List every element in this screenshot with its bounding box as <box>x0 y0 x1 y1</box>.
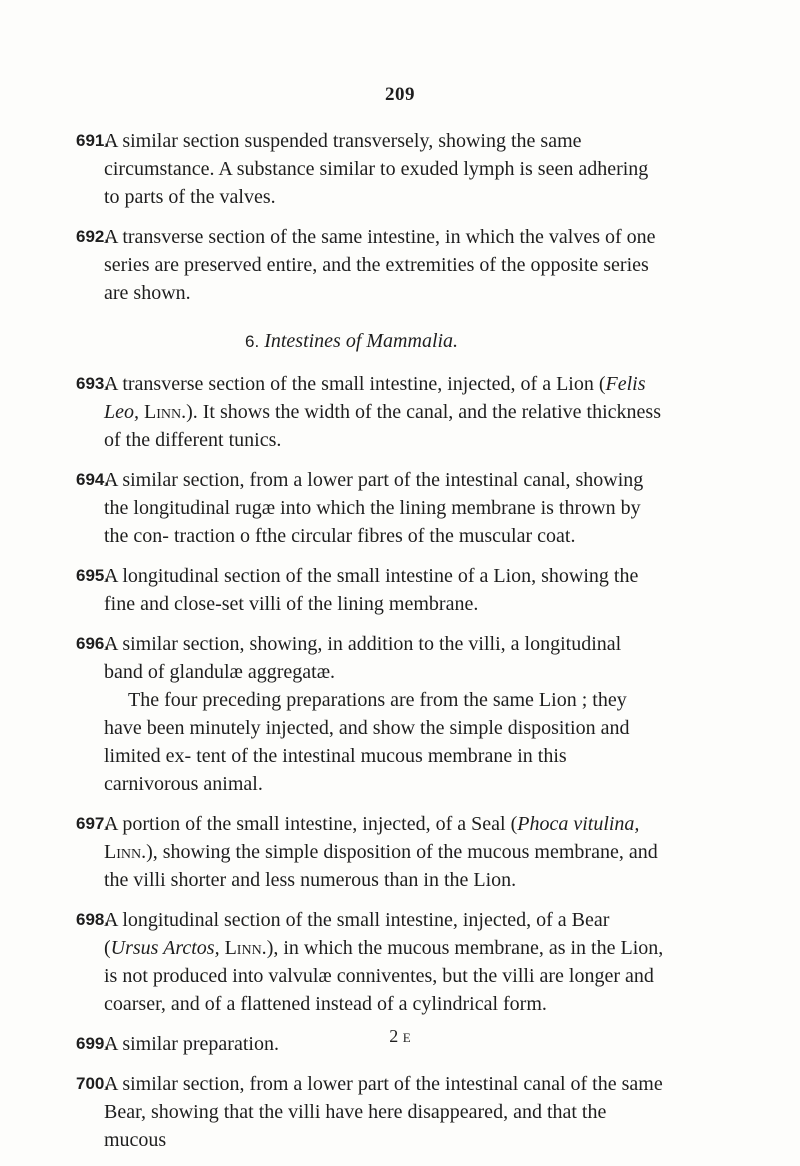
catalogue-entry-691 <box>0 127 664 211</box>
section-number: 6. <box>245 332 260 351</box>
entry-text-cont: ). It shows the width of the canal, and the relative thickness of the different tunics. <box>104 401 661 451</box>
entry-text: A similar section, showing, in addition to the villi, a longitudinal band of glandulæ aggregatæ. <box>104 633 622 683</box>
species-name: Felis Leo, <box>104 373 646 423</box>
taxonomic-authority: Linn. <box>224 937 267 959</box>
entry-text: A similar preparation. <box>104 1033 279 1055</box>
entry-number: 699. <box>76 1034 110 1053</box>
entry-number: 693. <box>76 374 110 393</box>
entry-number: 691. <box>76 131 110 150</box>
catalogue-entry-693 <box>0 370 664 454</box>
printer-signature <box>0 1026 800 1047</box>
entry-text: A longitudinal section of the small intestine, injected, of a Bear ( <box>104 909 610 959</box>
entry-text: A transverse section of the same intestine, in which the valves of one series are preserved entire, and the extremities of the opposite series are shown. <box>104 226 656 304</box>
entry-number: 697. <box>76 814 110 833</box>
page-number: 209 <box>385 84 415 105</box>
entry-text: A similar section suspended transversely, showing the same circumstance. A substance similar to exuded lymph is seen adhering to parts of the valves. <box>104 130 649 208</box>
entry-text: A similar section, from a lower part of the intestinal canal, showing the longitudinal rugæ into which the lining membrane is thrown by the con- traction o fthe circular fibres of the muscular coat. <box>104 469 644 547</box>
signature-letter: E <box>402 1030 411 1045</box>
signature-number: 2 <box>389 1026 399 1046</box>
catalogue-entry-700 <box>0 1070 664 1154</box>
section-heading <box>0 327 800 356</box>
species-name: Ursus Arctos, <box>110 937 220 959</box>
entry-number: 700. <box>76 1074 110 1093</box>
entry-text-cont: ), in which the mucous membrane, as in the Lion, is not produced into valvulæ conniventes, but the villi are longer and coarser, and of a flattened instead of a cylindrical form. <box>104 937 664 1015</box>
entry-text-cont: ), showing the simple disposition of the mucous membrane, and the villi shorter and less numerous than in the Lion. <box>104 841 658 891</box>
taxonomic-authority: Linn. <box>144 401 187 423</box>
catalogue-entry-692 <box>0 223 664 307</box>
catalogue-entry-694 <box>0 466 664 550</box>
entry-number: 696. <box>76 634 110 653</box>
entry-text: A longitudinal section of the small intestine of a Lion, showing the fine and close-set villi of the lining membrane. <box>104 565 639 615</box>
catalogue-entry-696 <box>0 630 664 798</box>
catalogue-entry-698 <box>0 906 664 1018</box>
entry-number: 692. <box>76 227 110 246</box>
entry-number: 698. <box>76 910 110 929</box>
entry-number: 694. <box>76 470 110 489</box>
section-title: Intestines of Mammalia. <box>264 330 459 352</box>
species-name: Phoca vitulina, <box>517 813 640 835</box>
catalogue-entry-697 <box>0 810 664 894</box>
entry-text: A portion of the small intestine, injected, of a Seal ( <box>104 813 518 835</box>
catalogue-entry-695 <box>0 562 664 618</box>
taxonomic-authority: Linn. <box>104 841 147 863</box>
entry-note: The four preceding preparations are from the same Lion ; they have been minutely injected, and show the simple disposition and limited ex- tent of the intestinal mucous membrane in this carnivorous animal. <box>104 689 630 795</box>
entry-text: A transverse section of the small intestine, injected, of a Lion ( <box>104 373 606 395</box>
entry-text: A similar section, from a lower part of the intestinal canal of the same Bear, showing that the villi have here disappeared, and that the mucous <box>104 1073 663 1151</box>
catalogue-text <box>0 127 800 1166</box>
entry-number: 695. <box>76 566 110 585</box>
